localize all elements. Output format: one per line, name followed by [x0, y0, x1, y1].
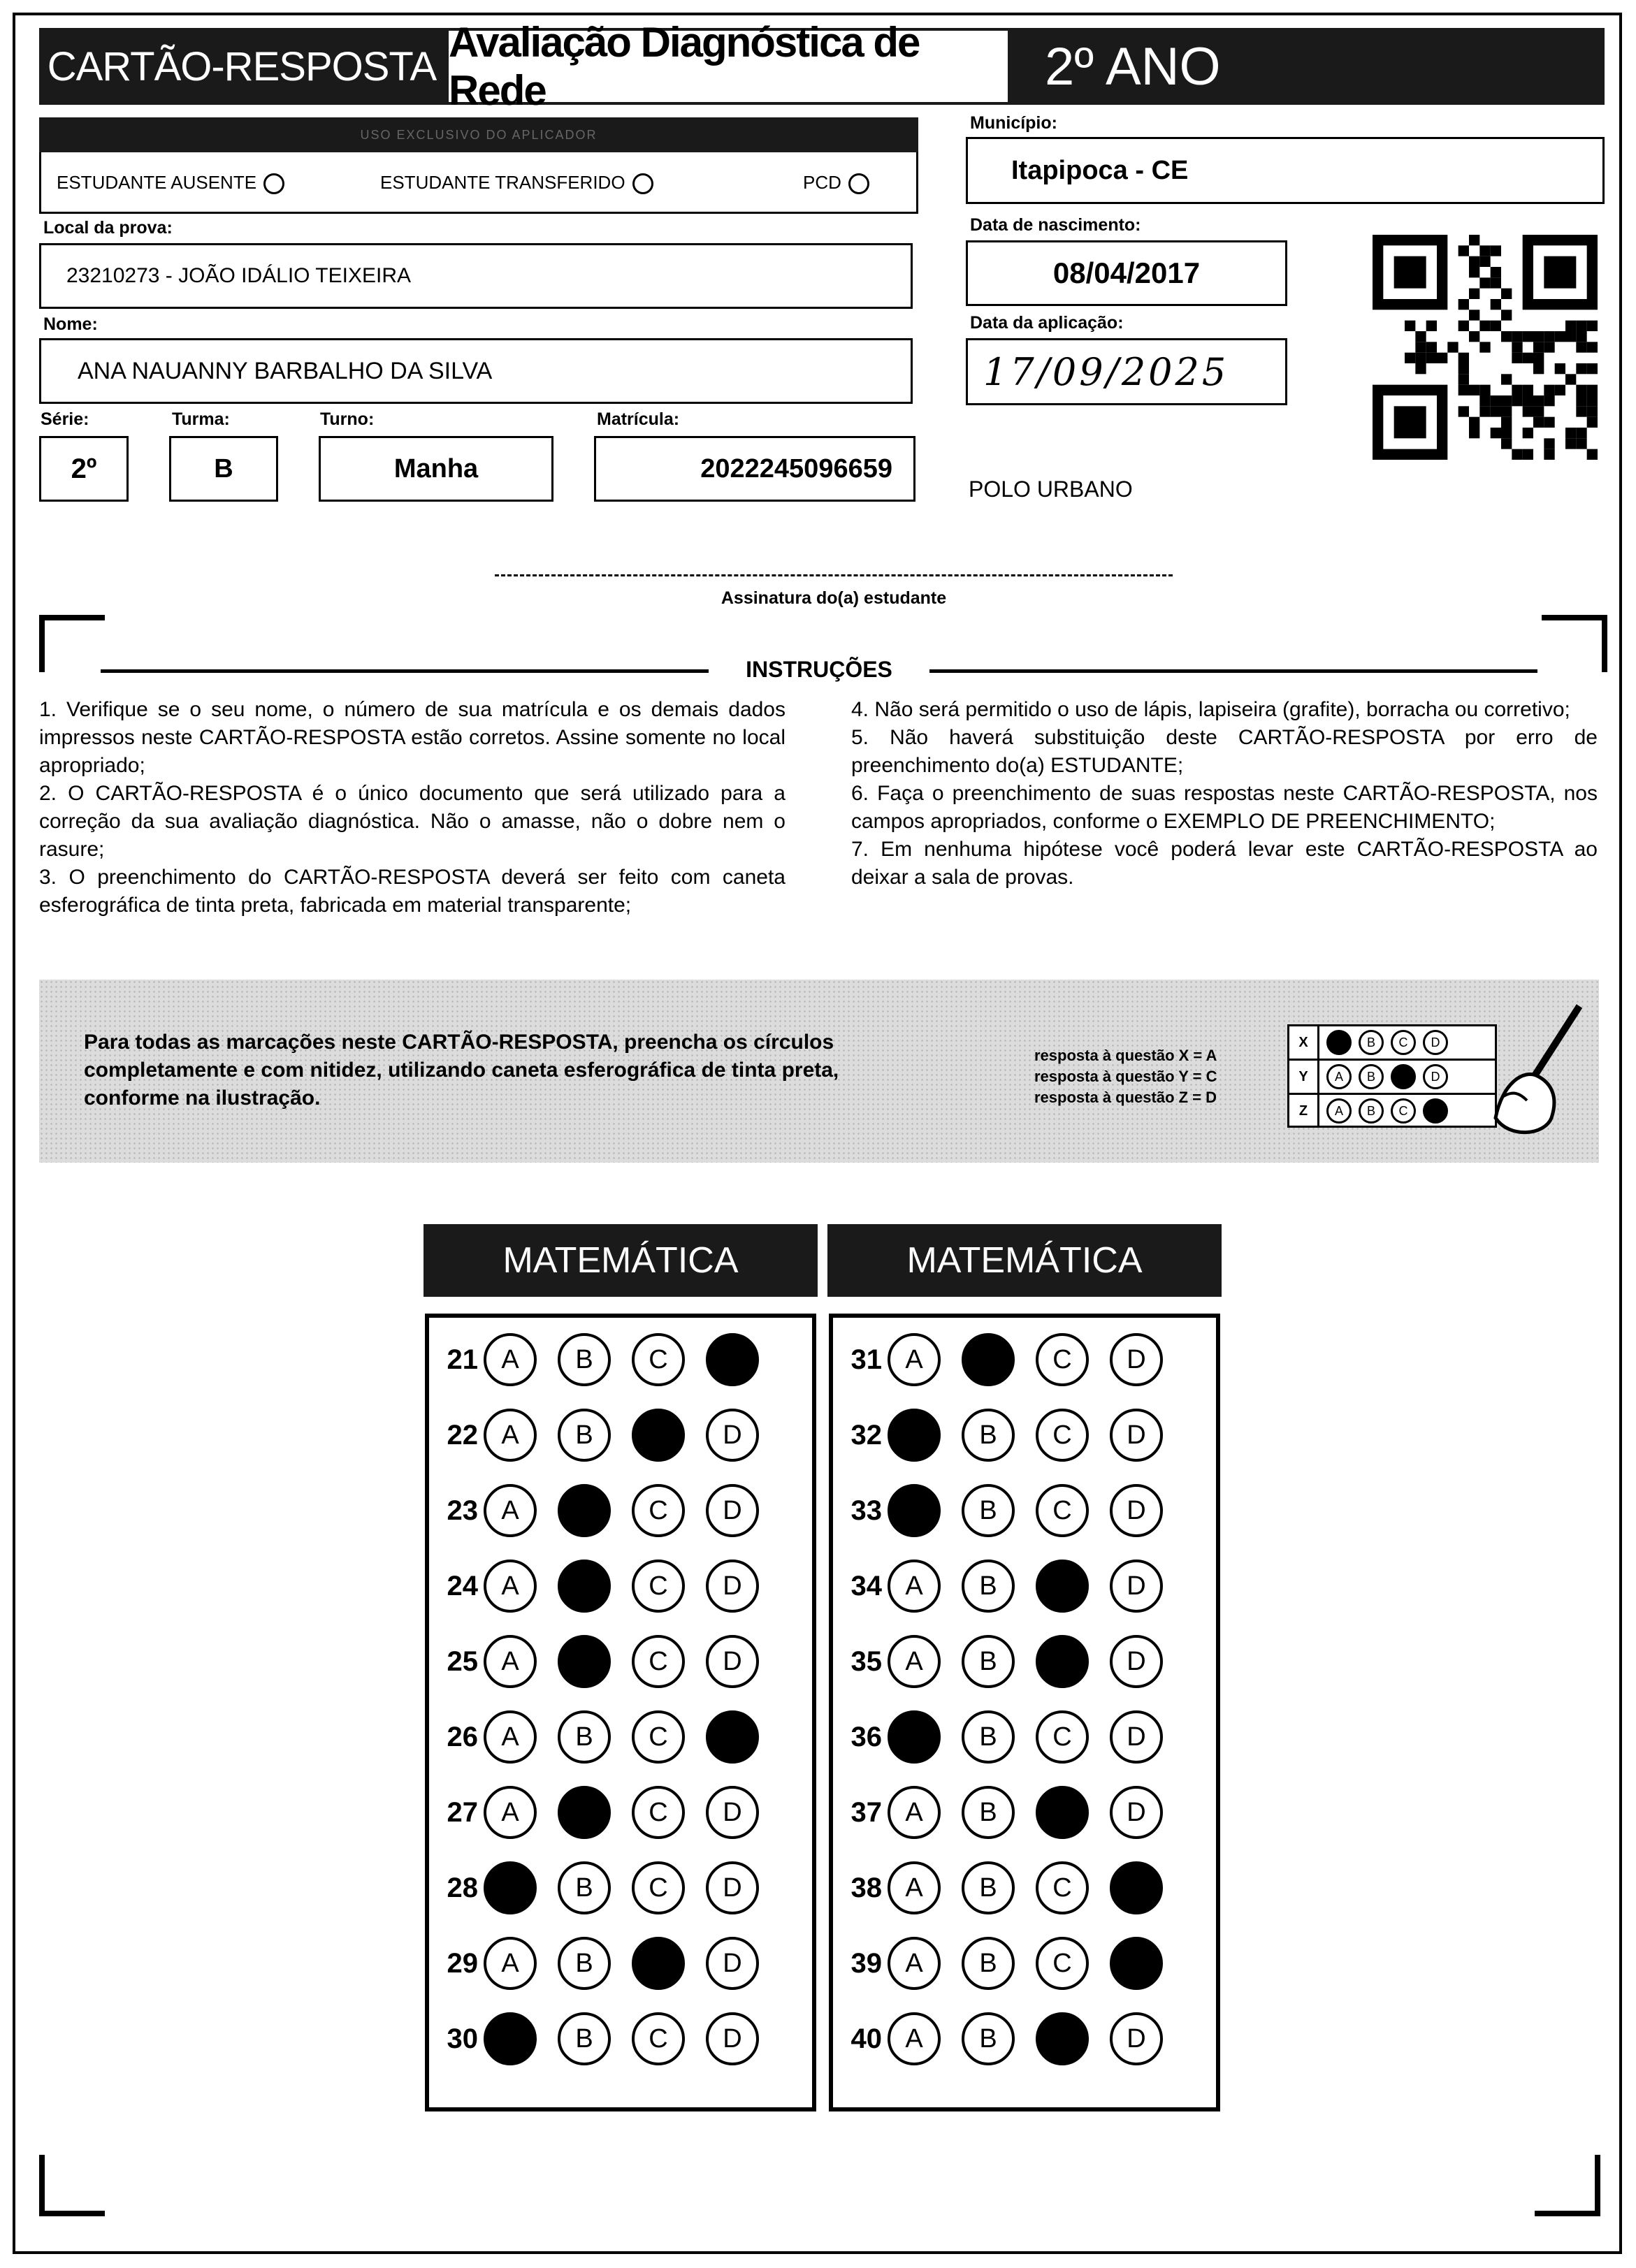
answer-bubble-a[interactable]: A	[888, 1710, 941, 1764]
answer-bubble-c[interactable]: C	[1036, 2012, 1089, 2065]
answer-bubble-d[interactable]: D	[706, 1861, 759, 1914]
answer-bubble-b[interactable]: B	[962, 1937, 1015, 1990]
question-number: 32	[850, 1419, 882, 1451]
answer-bubble-a[interactable]: A	[484, 1710, 537, 1764]
question-number: 35	[850, 1645, 882, 1677]
answer-bubble-c[interactable]: C	[1036, 1635, 1089, 1688]
answer-bubble-c[interactable]: C	[1036, 1710, 1089, 1764]
answer-bubble-b[interactable]: B	[558, 1333, 611, 1386]
example-legend	[1034, 1045, 1217, 1108]
absent-label: ESTUDANTE AUSENTE	[57, 172, 257, 193]
answer-bubble-a[interactable]: A	[888, 1786, 941, 1839]
question-number: 23	[447, 1495, 478, 1526]
answer-bubble-a[interactable]: A	[888, 1409, 941, 1462]
question-row	[429, 1934, 780, 1993]
answer-bubble-b[interactable]: B	[558, 1937, 611, 1990]
transferred-circle[interactable]	[632, 173, 653, 194]
answer-bubble-c[interactable]: C	[632, 1560, 685, 1613]
example-bubble-d	[1423, 1098, 1448, 1124]
nascimento-field: 08/04/2017	[966, 240, 1287, 306]
instructions-title: INSTRUÇÕES	[746, 657, 892, 682]
answer-bubble-d[interactable]: D	[706, 1635, 759, 1688]
example-grid	[1287, 1024, 1497, 1128]
question-number: 33	[850, 1495, 882, 1526]
signature-line[interactable]	[495, 574, 1173, 576]
question-number: 37	[850, 1796, 882, 1828]
answer-bubble-b[interactable]: B	[558, 1560, 611, 1613]
question-row	[833, 1406, 1184, 1464]
question-row	[833, 2009, 1184, 2068]
question-number: 29	[447, 1947, 478, 1979]
answer-bubble-a[interactable]: A	[888, 1861, 941, 1914]
answer-bubble-d[interactable]: D	[1110, 1861, 1163, 1914]
serie-field: 2º	[39, 436, 129, 502]
answer-bubble-a[interactable]: A	[888, 1560, 941, 1613]
matricula-label: Matrícula:	[597, 409, 680, 429]
answer-bubble-a[interactable]: A	[484, 1560, 537, 1613]
example-legend-z: resposta à questão Z = D	[1034, 1089, 1217, 1106]
answer-bubble-b[interactable]: B	[962, 1861, 1015, 1914]
municipio-field: Itapipoca - CE	[966, 137, 1605, 204]
question-row	[429, 1783, 780, 1842]
answer-grid	[425, 1314, 816, 2111]
corner-mark-top-right	[1542, 615, 1607, 672]
answer-bubble-b[interactable]: B	[962, 1710, 1015, 1764]
example-row-label: X	[1289, 1026, 1319, 1059]
matricula-field: 2022245096659	[594, 436, 915, 502]
corner-mark-top-left	[39, 615, 105, 672]
answer-bubble-a[interactable]: A	[484, 1409, 537, 1462]
aplicacao-label: Data da aplicação:	[970, 313, 1124, 333]
pcd-label: PCD	[803, 172, 841, 193]
answer-bubble-c[interactable]: C	[632, 1484, 685, 1537]
pcd-option[interactable]	[803, 172, 869, 194]
municipio-label: Município:	[970, 113, 1057, 133]
turno-label: Turno:	[320, 409, 375, 429]
example-bubble-d: D	[1423, 1030, 1448, 1055]
instruction-7: 7. Em nenhuma hipótese você poderá levar este CARTÃO-RESPOSTA ao deixar a sala de provas.	[851, 838, 1598, 889]
question-number: 28	[447, 1872, 478, 1903]
question-row	[833, 1632, 1184, 1691]
answer-bubble-c[interactable]: C	[632, 2012, 685, 2065]
question-row	[833, 1481, 1184, 1540]
answer-bubble-a[interactable]: A	[484, 1333, 537, 1386]
answer-bubble-d[interactable]: D	[1110, 1937, 1163, 1990]
answer-bubble-b[interactable]: B	[558, 1409, 611, 1462]
instruction-4: 4. Não será permitido o uso de lápis, lapiseira (grafite), borracha ou corretivo;	[851, 698, 1570, 721]
corner-mark-bottom-right	[1535, 2155, 1600, 2216]
answer-grid	[829, 1314, 1220, 2111]
subject-header: MATEMÁTICA	[424, 1224, 818, 1297]
example-row	[1289, 1026, 1495, 1061]
nome-field: ANA NAUANNY BARBALHO DA SILVA	[39, 338, 913, 404]
answer-bubble-b[interactable]: B	[962, 1484, 1015, 1537]
answer-bubble-b[interactable]: B	[962, 2012, 1015, 2065]
question-number: 34	[850, 1570, 882, 1601]
example-bubble-c: C	[1391, 1030, 1416, 1055]
answer-bubble-c[interactable]: C	[1036, 1560, 1089, 1613]
answer-bubble-b[interactable]: B	[558, 2012, 611, 2065]
answer-bubble-b[interactable]: B	[962, 1560, 1015, 1613]
answer-bubble-d[interactable]: D	[706, 1560, 759, 1613]
answer-bubble-d[interactable]: D	[1110, 1786, 1163, 1839]
answer-bubble-c[interactable]: C	[1036, 1333, 1089, 1386]
answer-bubble-b[interactable]: B	[962, 1333, 1015, 1386]
example-bubble-b: B	[1359, 1064, 1384, 1089]
question-number: 26	[447, 1721, 478, 1752]
question-number: 40	[850, 2023, 882, 2054]
answer-bubble-a[interactable]: A	[888, 1635, 941, 1688]
answer-bubble-d[interactable]: D	[1110, 2012, 1163, 2065]
qr-code-icon	[1373, 235, 1598, 460]
question-row	[429, 1557, 780, 1615]
answer-bubble-b[interactable]: B	[962, 1635, 1015, 1688]
example-bubble-b: B	[1359, 1030, 1384, 1055]
answer-bubble-a[interactable]: A	[888, 2012, 941, 2065]
applicator-band	[39, 117, 918, 152]
instructions-rule-right	[929, 669, 1537, 673]
nascimento-label: Data de nascimento:	[970, 215, 1141, 235]
answer-bubble-d[interactable]: D	[706, 1937, 759, 1990]
answer-bubble-d[interactable]: D	[1110, 1635, 1163, 1688]
question-number: 31	[850, 1344, 882, 1375]
answer-bubble-a[interactable]: A	[484, 1937, 537, 1990]
question-row	[833, 1934, 1184, 1993]
example-bubble-c: C	[1391, 1098, 1416, 1124]
example-row-label: Y	[1289, 1061, 1319, 1093]
answer-bubble-d[interactable]: D	[706, 1484, 759, 1537]
question-row	[429, 2009, 780, 2068]
answer-bubble-c[interactable]: C	[632, 1333, 685, 1386]
serie-label: Série:	[41, 409, 89, 429]
answer-bubble-b[interactable]: B	[558, 1635, 611, 1688]
question-row	[833, 1859, 1184, 1917]
answer-bubble-a[interactable]: A	[484, 1635, 537, 1688]
answer-bubble-c[interactable]: C	[1036, 1484, 1089, 1537]
answer-bubble-d[interactable]: D	[706, 1409, 759, 1462]
answer-bubble-d[interactable]: D	[1110, 1710, 1163, 1764]
answer-bubble-c[interactable]: C	[632, 1710, 685, 1764]
question-row	[833, 1783, 1184, 1842]
answer-bubble-a[interactable]: A	[484, 1786, 537, 1839]
transferred-option[interactable]	[380, 172, 653, 194]
answer-bubble-a[interactable]: A	[888, 1333, 941, 1386]
example-text: Para todas as marcações neste CARTÃO-RESPOSTA, preencha os círculos completamente e com nitidez, utilizando caneta esferográfica de tinta preta, conforme na ilustração.	[84, 1031, 839, 1110]
example-bubble-a	[1326, 1030, 1352, 1055]
answer-bubble-c[interactable]: C	[1036, 1409, 1089, 1462]
answer-bubble-a[interactable]: A	[888, 1484, 941, 1537]
question-number: 36	[850, 1721, 882, 1752]
absent-option[interactable]	[57, 172, 284, 194]
answer-bubble-b[interactable]: B	[558, 1484, 611, 1537]
answer-bubble-d[interactable]: D	[1110, 1409, 1163, 1462]
instruction-5: 5. Não haverá substituição deste CARTÃO-RESPOSTA por erro de preenchimento do(a) ESTUDANTE;	[851, 726, 1598, 777]
assessment-title: Avaliação Diagnóstica de Rede	[449, 31, 1008, 102]
answer-bubble-c[interactable]: C	[632, 1861, 685, 1914]
answer-bubble-d[interactable]: D	[1110, 1560, 1163, 1613]
question-row	[833, 1330, 1184, 1389]
polo-text: POLO URBANO	[969, 477, 1133, 502]
subject-header: MATEMÁTICA	[827, 1224, 1222, 1297]
question-number: 30	[447, 2023, 478, 2054]
answer-bubble-d[interactable]: D	[1110, 1333, 1163, 1386]
question-number: 25	[447, 1645, 478, 1677]
example-row-label: Z	[1289, 1095, 1319, 1127]
instructions-rule-left	[101, 669, 709, 673]
question-number: 21	[447, 1344, 478, 1375]
turma-field: B	[169, 436, 278, 502]
example-bubble-b: B	[1359, 1098, 1384, 1124]
question-row	[429, 1406, 780, 1464]
local-field: 23210273 - JOÃO IDÁLIO TEIXEIRA	[39, 243, 913, 309]
example-row	[1289, 1061, 1495, 1095]
answer-bubble-b[interactable]: B	[962, 1409, 1015, 1462]
applicator-box	[39, 152, 918, 214]
answer-bubble-b[interactable]: B	[558, 1861, 611, 1914]
question-number: 22	[447, 1419, 478, 1451]
pcd-circle[interactable]	[848, 173, 869, 194]
answer-bubble-c[interactable]: C	[632, 1786, 685, 1839]
turma-label: Turma:	[172, 409, 230, 429]
example-legend-x: resposta à questão X = A	[1034, 1047, 1217, 1064]
example-bubble-c	[1391, 1064, 1416, 1089]
question-row	[429, 1632, 780, 1691]
example-legend-y: resposta à questão Y = C	[1034, 1068, 1217, 1085]
question-number: 27	[447, 1796, 478, 1828]
answer-bubble-a[interactable]: A	[484, 2012, 537, 2065]
answer-bubble-c[interactable]: C	[632, 1409, 685, 1462]
question-row	[429, 1481, 780, 1540]
answer-bubble-b[interactable]: B	[558, 1786, 611, 1839]
answer-bubble-a[interactable]: A	[484, 1861, 537, 1914]
instructions-left	[39, 696, 786, 919]
question-number: 39	[850, 1947, 882, 1979]
answer-bubble-c[interactable]: C	[632, 1937, 685, 1990]
question-row	[833, 1708, 1184, 1766]
answer-bubble-d[interactable]: D	[706, 2012, 759, 2065]
instructions-right	[851, 696, 1598, 892]
instruction-2: 2. O CARTÃO-RESPOSTA é o único documento que será utilizado para a correção da sua avaliação diagnóstica. Não o amasse, não o dobre nem o rasure;	[39, 782, 786, 861]
instruction-6: 6. Faça o preenchimento de suas respostas neste CARTÃO-RESPOSTA, nos campos apropriados, conforme o EXEMPLO DE PREENCHIMENTO;	[851, 782, 1598, 833]
aplicacao-field[interactable]: 17/09/2025	[966, 338, 1287, 405]
nome-label: Nome:	[43, 314, 98, 334]
answer-bubble-d[interactable]: D	[706, 1786, 759, 1839]
answer-bubble-d[interactable]: D	[1110, 1484, 1163, 1537]
corner-mark-bottom-left	[39, 2155, 105, 2216]
answer-bubble-d[interactable]: D	[706, 1710, 759, 1764]
grade-title: 2º ANO	[1045, 36, 1221, 96]
answer-bubble-d[interactable]: D	[706, 1333, 759, 1386]
answer-bubble-a[interactable]: A	[888, 1937, 941, 1990]
answer-bubble-c[interactable]: C	[632, 1635, 685, 1688]
question-row	[833, 1557, 1184, 1615]
signature-label: Assinatura do(a) estudante	[721, 588, 947, 608]
answer-bubble-c[interactable]: C	[1036, 1786, 1089, 1839]
absent-circle[interactable]	[263, 173, 284, 194]
hand-pen-icon	[1475, 999, 1586, 1139]
question-row	[429, 1708, 780, 1766]
turno-field: Manha	[319, 436, 553, 502]
answer-bubble-a[interactable]: A	[484, 1484, 537, 1537]
instruction-1: 1. Verifique se o seu nome, o número de sua matrícula e os demais dados impressos neste CARTÃO-RESPOSTA estão corretos. Assine somente no local apropriado;	[39, 698, 786, 777]
example-bubble-a: A	[1326, 1064, 1352, 1089]
question-number: 38	[850, 1872, 882, 1903]
answer-bubble-c[interactable]: C	[1036, 1861, 1089, 1914]
example-bubble-a: A	[1326, 1098, 1352, 1124]
applicator-band-label: USO EXCLUSIVO DO APLICADOR	[360, 127, 598, 142]
example-bubble-d: D	[1423, 1064, 1448, 1089]
transferred-label: ESTUDANTE TRANSFERIDO	[380, 172, 625, 193]
card-title: CARTÃO-RESPOSTA	[47, 43, 437, 89]
question-number: 24	[447, 1570, 478, 1601]
answer-bubble-b[interactable]: B	[962, 1786, 1015, 1839]
answer-bubble-b[interactable]: B	[558, 1710, 611, 1764]
instruction-3: 3. O preenchimento do CARTÃO-RESPOSTA deverá ser feito com caneta esferográfica de tinta preta, fabricada em material transparente;	[39, 866, 786, 917]
question-row	[429, 1330, 780, 1389]
answer-bubble-c[interactable]: C	[1036, 1937, 1089, 1990]
local-label: Local da prova:	[43, 218, 173, 238]
example-row	[1289, 1095, 1495, 1127]
question-row	[429, 1859, 780, 1917]
